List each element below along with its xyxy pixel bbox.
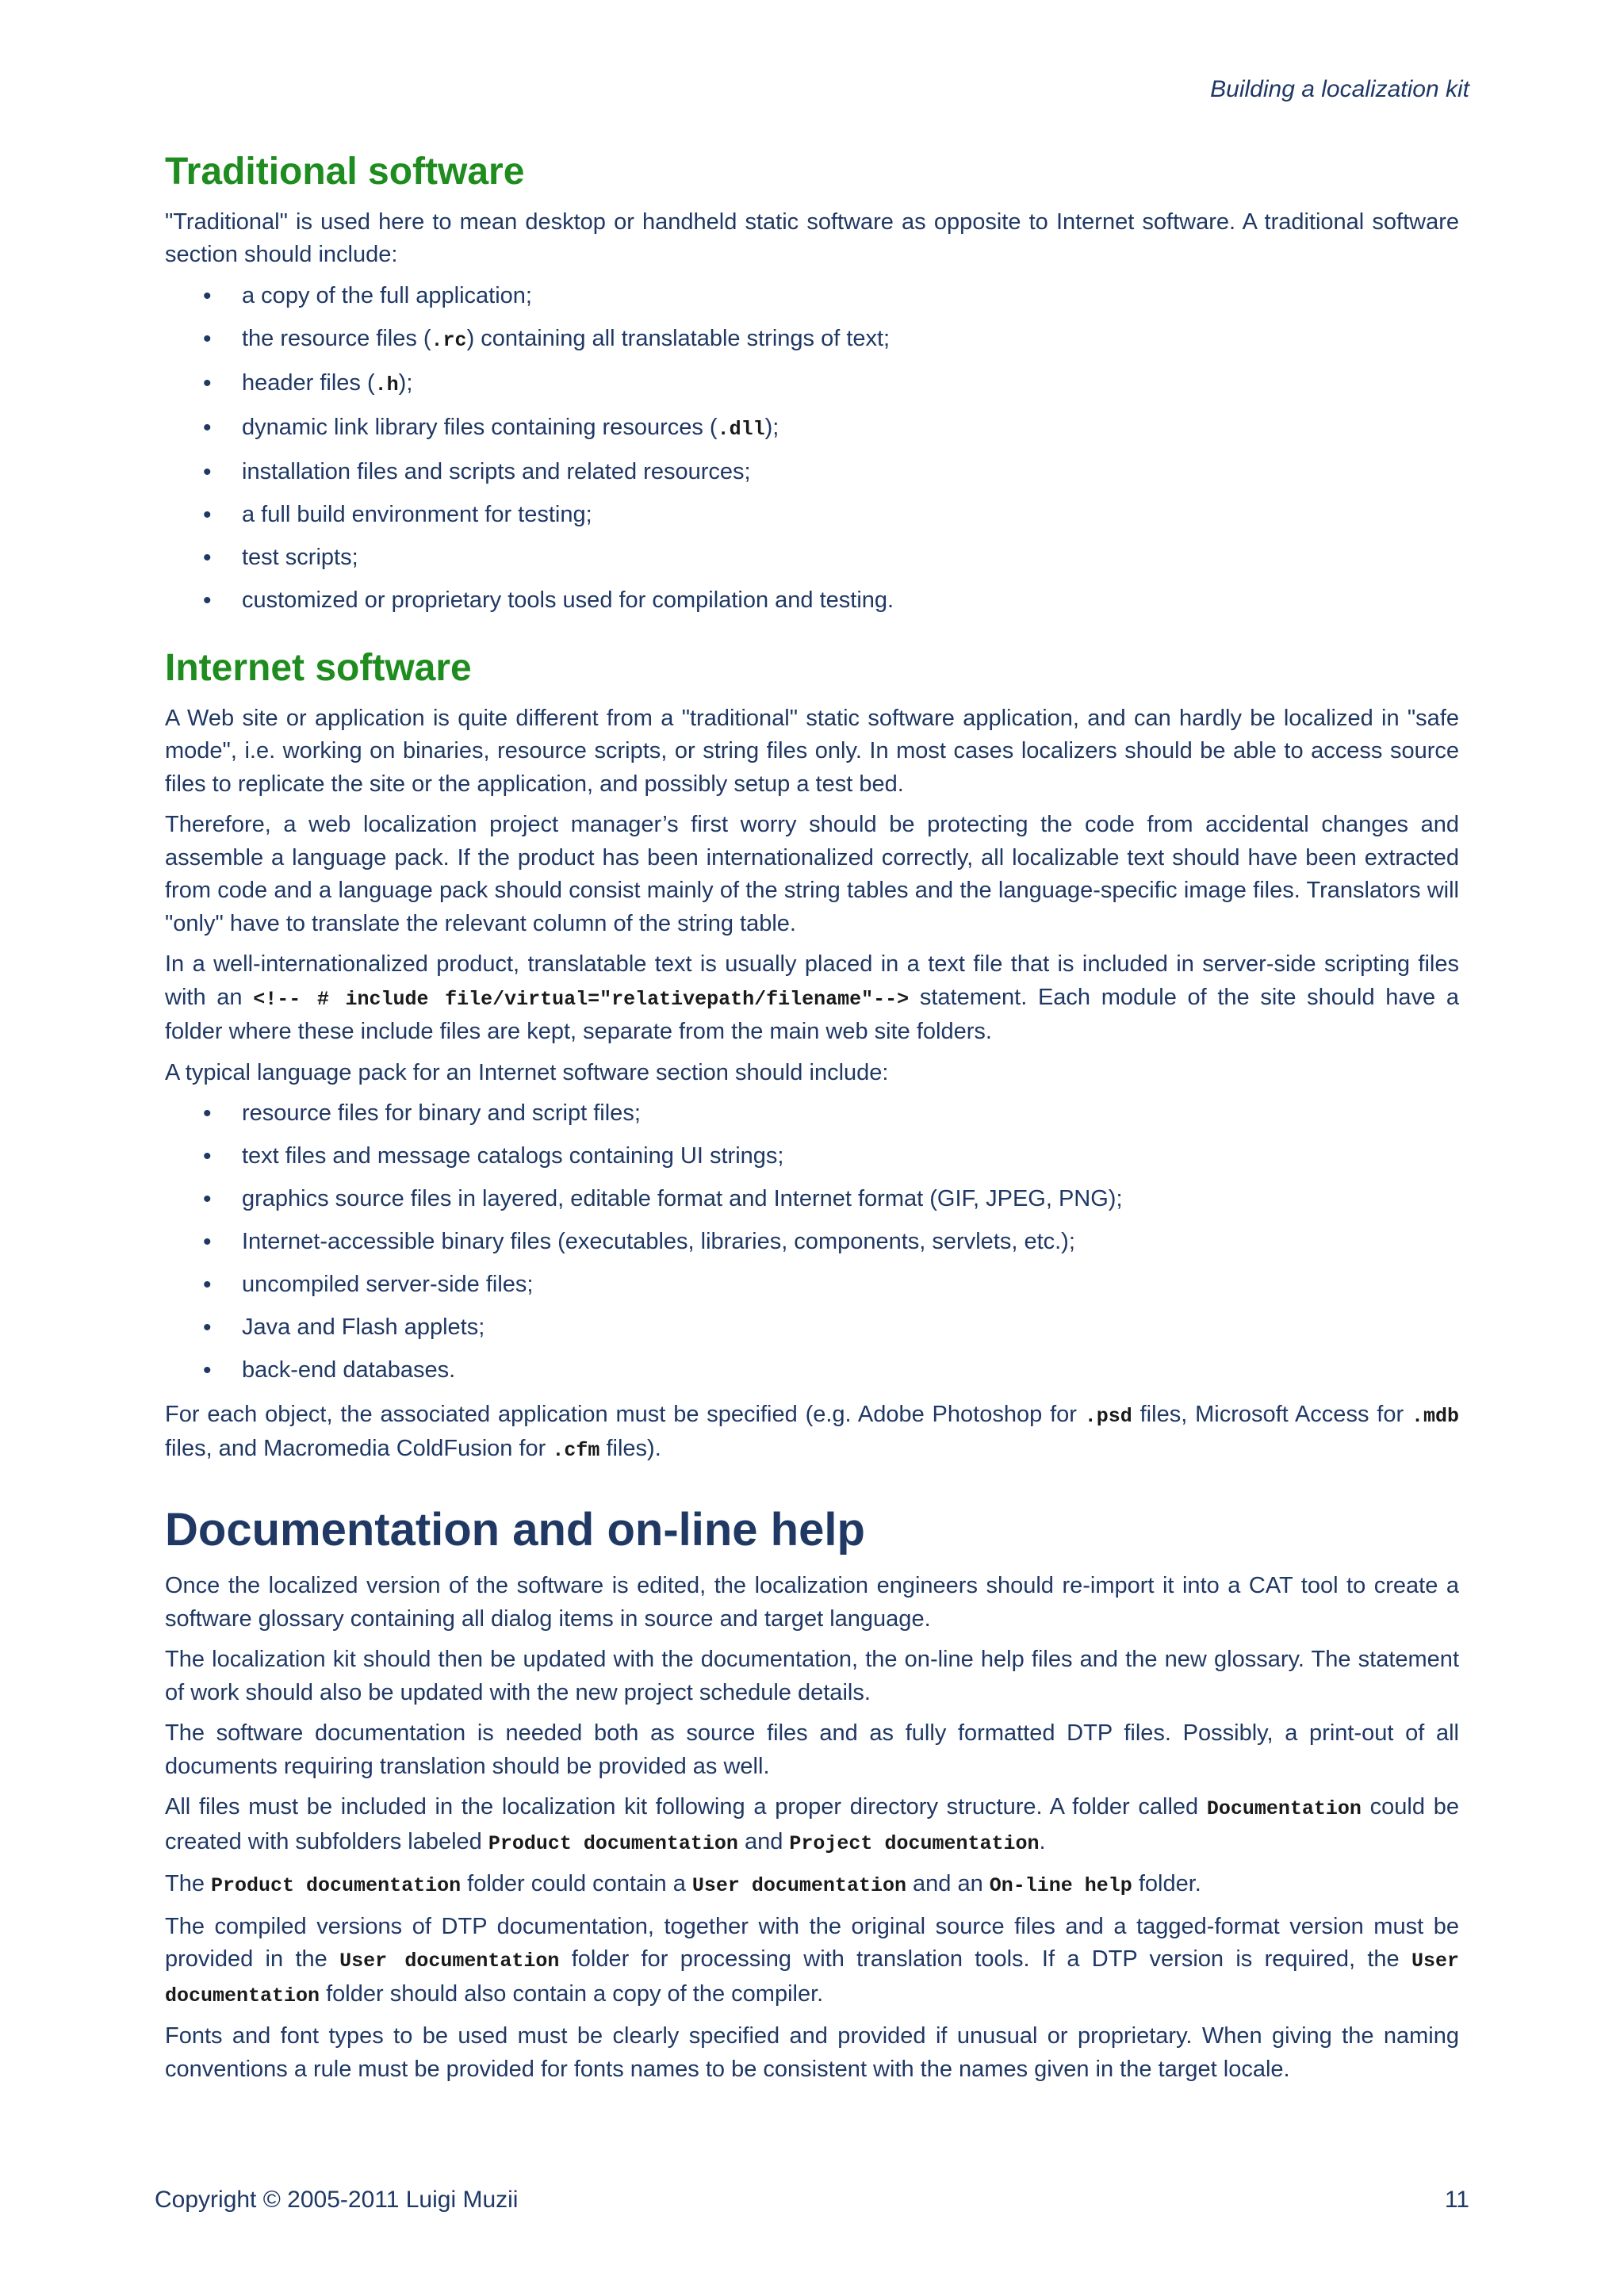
list-item: • graphics source files in layered, editable format and Internet format (GIF, JPEG, PNG);: [165, 1183, 1459, 1216]
list-item: • uncompiled server-side files;: [165, 1269, 1459, 1302]
internet-paragraph-5: For each object, the associated application must be specified (e.g. Adobe Photoshop for .psd files, Microsoft Access for .mdb files, and Macromedia ColdFusion for .cfm files).: [165, 1401, 1459, 1463]
list-item: • text files and message catalogs containing UI strings;: [165, 1140, 1459, 1173]
docs-paragraph-1: Once the localized version of the software is edited, the localization engineers should re-import it into a CAT tool to create a software glossary containing all dialog items in source and target language.: [165, 1573, 1459, 1632]
internet-paragraph-3: In a well-internationalized product, translatable text is usually placed in a text file that is included in server-side scripting files with an <!-- # include file/virtual="relativepath/filename"--> statement. Each module of the site should have a folder where these include files are kept, separate from the main web site folders.: [165, 951, 1459, 1045]
internet-paragraph-4: A typical language pack for an Internet software section should include:: [165, 1059, 889, 1085]
docs-paragraph-3: The software documentation is needed both as source files and as fully formatted DTP files. Possibly, a print-out of all documents requiring translation should be provided as well.: [165, 1720, 1459, 1779]
list-item: • Java and Flash applets;: [165, 1311, 1459, 1345]
inline-code: .mdb: [1411, 1404, 1459, 1428]
inline-code: On-line help: [989, 1874, 1132, 1898]
list-item: • customized or proprietary tools used for compilation and testing.: [165, 584, 1459, 618]
docs-paragraph-6: The compiled versions of DTP documentation, together with the original source files and a tagged-format version must be provided in the User documentation folder for processing with translation tools. If a DTP version is required, the User documentation folder should also contain a copy of the compiler.: [165, 1913, 1460, 2007]
list-item: • dynamic link library files containing resources (.dll);: [165, 411, 1459, 446]
footer-page-number: 11: [1444, 2187, 1469, 2213]
internet-list: [165, 1097, 1459, 1387]
list-item: • a full build environment for testing;: [165, 499, 1459, 532]
inline-code: <!-- # include file/virtual="relativepath/filename"-->: [253, 987, 910, 1011]
inline-code: User documentation: [339, 1950, 560, 1973]
internet-paragraph-2: Therefore, a web localization project manager’s first worry should be protecting the code from accidental changes and assemble a language pack. If the product has been internationalized correctly, all localizable text should have been extracted from code and a language pack should consist mainly of the string tables and the language-specific image files. Translators will "only" have to translate the relevant column of the string table.: [165, 812, 1459, 936]
list-item: • resource files for binary and script files;: [165, 1097, 1459, 1131]
inline-code: Product documentation: [211, 1874, 462, 1898]
footer-copyright: Copyright © 2005-2011 Luigi Muzii: [155, 2187, 519, 2213]
inline-code: .h: [374, 373, 399, 396]
section-heading-traditional: Traditional software: [165, 151, 525, 193]
inline-code: Project documentation: [789, 1831, 1040, 1855]
list-item: • installation files and scripts and related resources;: [165, 456, 1459, 489]
section-heading-internet: Internet software: [165, 647, 472, 690]
section-heading-documentation: Documentation and on-line help: [165, 1503, 865, 1556]
page-content: [165, 149, 1459, 2094]
inline-code: .psd: [1084, 1404, 1132, 1428]
inline-code: User documentation: [165, 1950, 1460, 2007]
docs-paragraph-4: All files must be included in the localization kit following a proper directory structure. A folder called Documentation could be created with subfolders labeled Product documentation and Project documentation.: [165, 1794, 1459, 1855]
list-item: • header files (.h);: [165, 367, 1459, 402]
list-item: • back-end databases.: [165, 1354, 1459, 1387]
traditional-intro: "Traditional" is used here to mean desktop or handheld static software as opposite to Internet software. A traditional software section should include:: [165, 209, 1459, 268]
running-header: Building a localization kit: [1210, 76, 1469, 102]
internet-paragraph-1: A Web site or application is quite different from a "traditional" static software application, and can hardly be localized in "safe mode", i.e. working on binaries, resource scripts, or string files only. In most cases localizers should be able to access source files to replicate the site or the application, and possibly setup a test bed.: [165, 705, 1459, 797]
inline-code: .dll: [717, 417, 765, 441]
inline-code: .cfm: [552, 1439, 600, 1463]
list-item: • the resource files (.rc) containing all translatable strings of text;: [165, 323, 1459, 358]
docs-paragraph-7: Fonts and font types to be used must be clearly specified and provided if unusual or proprietary. When giving the naming conventions a rule must be provided for fonts names to be consistent with the names given in the target locale.: [165, 2023, 1459, 2082]
inline-code: Product documentation: [488, 1831, 738, 1855]
docs-paragraph-2: The localization kit should then be updated with the documentation, the on-line help files and the new glossary. The statement of work should also be updated with the new project schedule details.: [165, 1647, 1459, 1705]
docs-paragraph-5: The Product documentation folder could contain a User documentation and an On-line help folder.: [165, 1871, 1201, 1898]
inline-code: .rc: [431, 328, 467, 352]
list-item: • test scripts;: [165, 541, 1459, 575]
list-item: • Internet-accessible binary files (executables, libraries, components, servlets, etc.);: [165, 1226, 1459, 1259]
inline-code: Documentation: [1206, 1797, 1362, 1821]
inline-code: User documentation: [691, 1874, 906, 1898]
traditional-list: [165, 280, 1459, 618]
list-item: • a copy of the full application;: [165, 280, 1459, 313]
